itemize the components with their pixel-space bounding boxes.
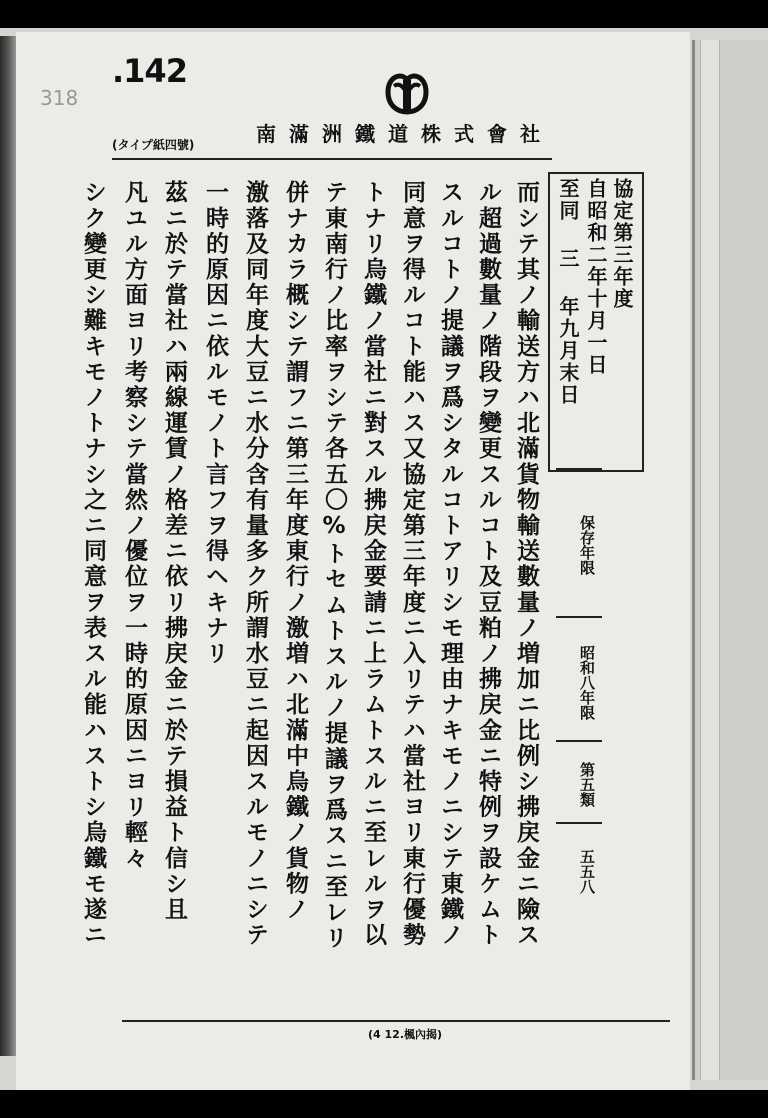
body-column-5: トナリ烏鐵ノ當社ニ對スル拂戻金要請ニ上ラムトスルニ至レルヲ以 bbox=[360, 180, 386, 948]
body-column-9: 一時的原因ニ依ルモノト言フヲ得ヘキナリ bbox=[202, 180, 228, 667]
body-column-10: 茲ニ於テ當社ハ兩線運賃ノ格差ニ依リ拂戻金ニ於テ損益ト信シ且 bbox=[161, 180, 187, 923]
agreement-period-to: 至同 三 年九月末日 bbox=[556, 178, 580, 406]
header-rule bbox=[112, 158, 552, 160]
body-column-8: 激落及同年度大豆ニ水分含有量多ク所謂水豆ニ起因スルモノニシテ bbox=[242, 180, 268, 948]
body-column-4: 同意ヲ得ルコト能ハス又協定第三年度ニ入リテハ當社ヨリ東行優勢 bbox=[399, 180, 425, 948]
page-fold-strip bbox=[700, 40, 720, 1080]
agreement-title: 協定第三年度 bbox=[610, 178, 634, 310]
page-number: .142 bbox=[112, 52, 187, 90]
side-label-retention: 保存年限 bbox=[578, 515, 596, 575]
footer-note: (4 12.楓內揭) bbox=[368, 1028, 443, 1041]
side-label-class: 第五類 bbox=[578, 761, 596, 807]
footer-rule bbox=[122, 1020, 670, 1022]
side-divider bbox=[556, 740, 602, 742]
company-name: 南滿洲鐵道株式會社 bbox=[256, 122, 553, 146]
body-column-6: テ東南行ノ比率ヲシテ各五〇%トセムトスルノ提議ヲ爲スニ至レリ bbox=[321, 180, 347, 951]
side-divider bbox=[556, 616, 602, 618]
archive-stamp: 318 bbox=[40, 86, 79, 110]
body-column-3: スルコトノ提議ヲ爲シタルコトアリシモ理由ナキモノニシテ東鐵ノ bbox=[437, 180, 463, 948]
body-column-2: ル超過數量ノ階段ヲ變更スルコト及豆粕ノ拂戻金ニ特例ヲ設ケムト bbox=[475, 180, 501, 948]
body-column-11: 凡ユル方面ヨリ考察シテ當然ノ優位ヲ一時的原因ニヨリ輕々 bbox=[121, 180, 147, 872]
body-column-1: 而シテ其ノ輸送方ハ北滿貨物輸送數量ノ増加ニ比例シ拂戻金ニ險ス bbox=[513, 180, 539, 948]
side-divider bbox=[556, 822, 602, 824]
form-label: (タイプ紙四號) bbox=[112, 138, 195, 152]
side-label-number: 五五八 bbox=[578, 848, 596, 894]
agreement-period-from: 自昭和二年十月一日 bbox=[584, 178, 608, 376]
binding-edge bbox=[0, 36, 16, 1056]
body-column-7: 併ナカラ概シテ謂フニ第三年度東行ノ激増ハ北滿中烏鐵ノ貨物ノ bbox=[282, 180, 308, 923]
company-logo-icon bbox=[380, 68, 434, 116]
side-divider bbox=[556, 468, 602, 470]
body-column-12: シク變更シ難キモノトナシ之ニ同意ヲ表スル能ハストシ烏鐵モ遂ニ bbox=[80, 180, 106, 948]
side-label-year: 昭和八年限 bbox=[578, 644, 596, 720]
